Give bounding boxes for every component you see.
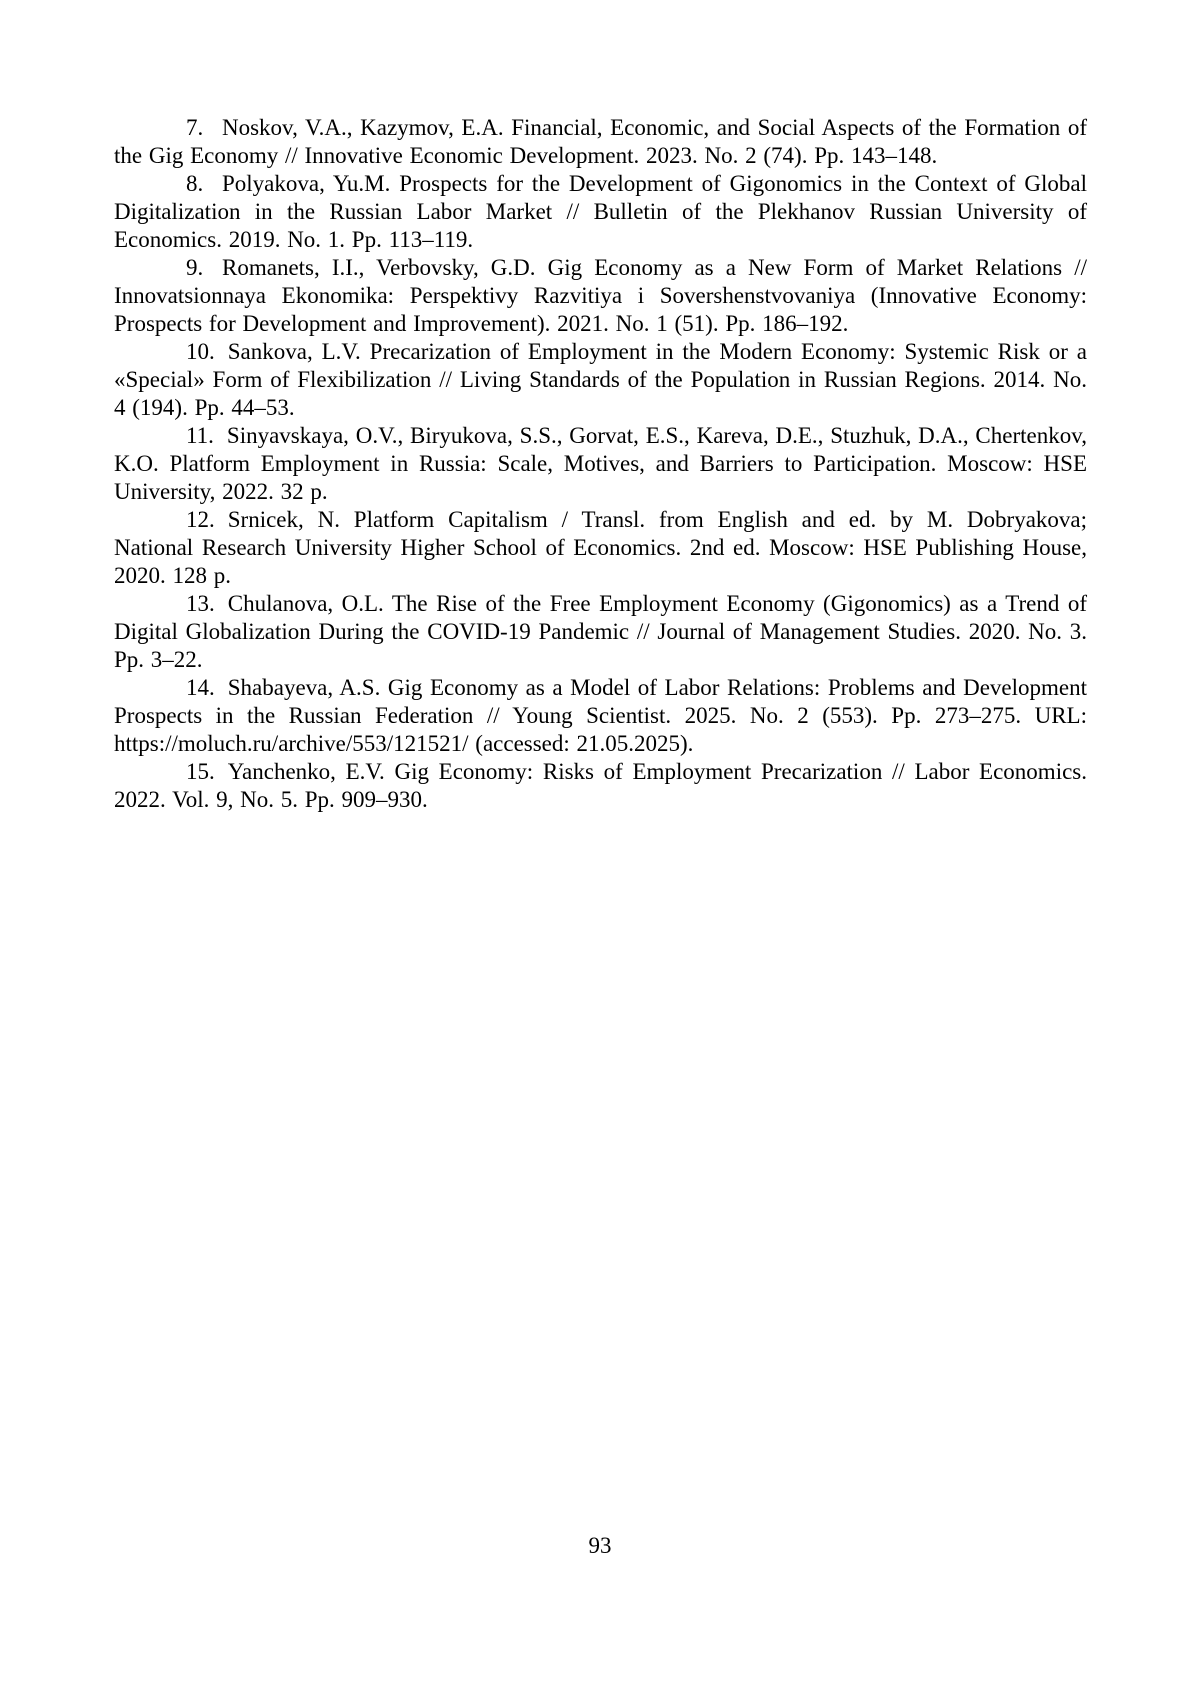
reference-item [114,674,1087,758]
reference-item [114,170,1087,254]
reference-text: Srnicek, N. Platform Capitalism / Transl. from English and ed. by M. Dobryakova; National Research University Higher School of Economics. 2nd ed. Moscow: HSE Publishing House, 2020. 128 p. [114,507,1087,588]
reference-text: Sankova, L.V. Precarization of Employment in the Modern Economy: Systemic Risk or a «Special» Form of Flexibilization // Living Standards of the Population in Russian Regions. 2014. No. 4 (194). Pp. 44–53. [114,339,1087,420]
reference-number: 7. [186,115,204,140]
reference-text: Romanets, I.I., Verbovsky, G.D. Gig Economy as a New Form of Market Relations // Innovatsionnaya Ekonomika: Perspektivy Razvitiya i Sovershenstvovaniya (Innovative Economy: Prospects for Development and Improvement). 2021. No. 1 (51). Pp. 186–192. [114,255,1087,336]
reference-number: 12. [186,507,215,532]
reference-item [114,114,1087,170]
reference-text: Shabayeva, A.S. Gig Economy as a Model of Labor Relations: Problems and Development Prospects in the Russian Federation // Young Scientist. 2025. No. 2 (553). Pp. 273–275. URL: https://moluch.ru/archive/553/121521/ (accessed: 21.05.2025). [114,675,1087,756]
reference-text: Noskov, V.A., Kazymov, E.A. Financial, Economic, and Social Aspects of the Formation of the Gig Economy // Innovative Economic Development. 2023. No. 2 (74). Pp. 143–148. [114,115,1087,168]
references-list [114,114,1087,814]
reference-number: 15. [186,759,215,784]
reference-item [114,338,1087,422]
reference-number: 13. [186,591,215,616]
reference-item [114,758,1087,814]
reference-number: 10. [186,339,215,364]
reference-text: Sinyavskaya, O.V., Biryukova, S.S., Gorvat, E.S., Kareva, D.E., Stuzhuk, D.A., Chertenkov, K.O. Platform Employment in Russia: Scale, Motives, and Barriers to Participation. Moscow: HSE University, 2022. 32 p. [114,423,1087,504]
reference-item [114,506,1087,590]
reference-text: Yanchenko, E.V. Gig Economy: Risks of Employment Precarization // Labor Economics. 2022. Vol. 9, No. 5. Pp. 909–930. [114,759,1087,812]
page-number: 93 [588,1533,612,1558]
reference-item [114,422,1087,506]
reference-number: 11. [186,423,214,448]
reference-number: 14. [186,675,215,700]
reference-item [114,590,1087,674]
reference-text: Chulanova, O.L. The Rise of the Free Employment Economy (Gigonomics) as a Trend of Digital Globalization During the COVID-19 Pandemic // Journal of Management Studies. 2020. No. 3. Pp. 3–22. [114,591,1087,672]
reference-item [114,254,1087,338]
reference-number: 9. [186,255,204,280]
reference-text: Polyakova, Yu.M. Prospects for the Development of Gigonomics in the Context of Global Digitalization in the Russian Labor Market // Bulletin of the Plekhanov Russian University of Economics. 2019. No. 1. Pp. 113–119. [114,171,1087,252]
reference-number: 8. [186,171,204,196]
